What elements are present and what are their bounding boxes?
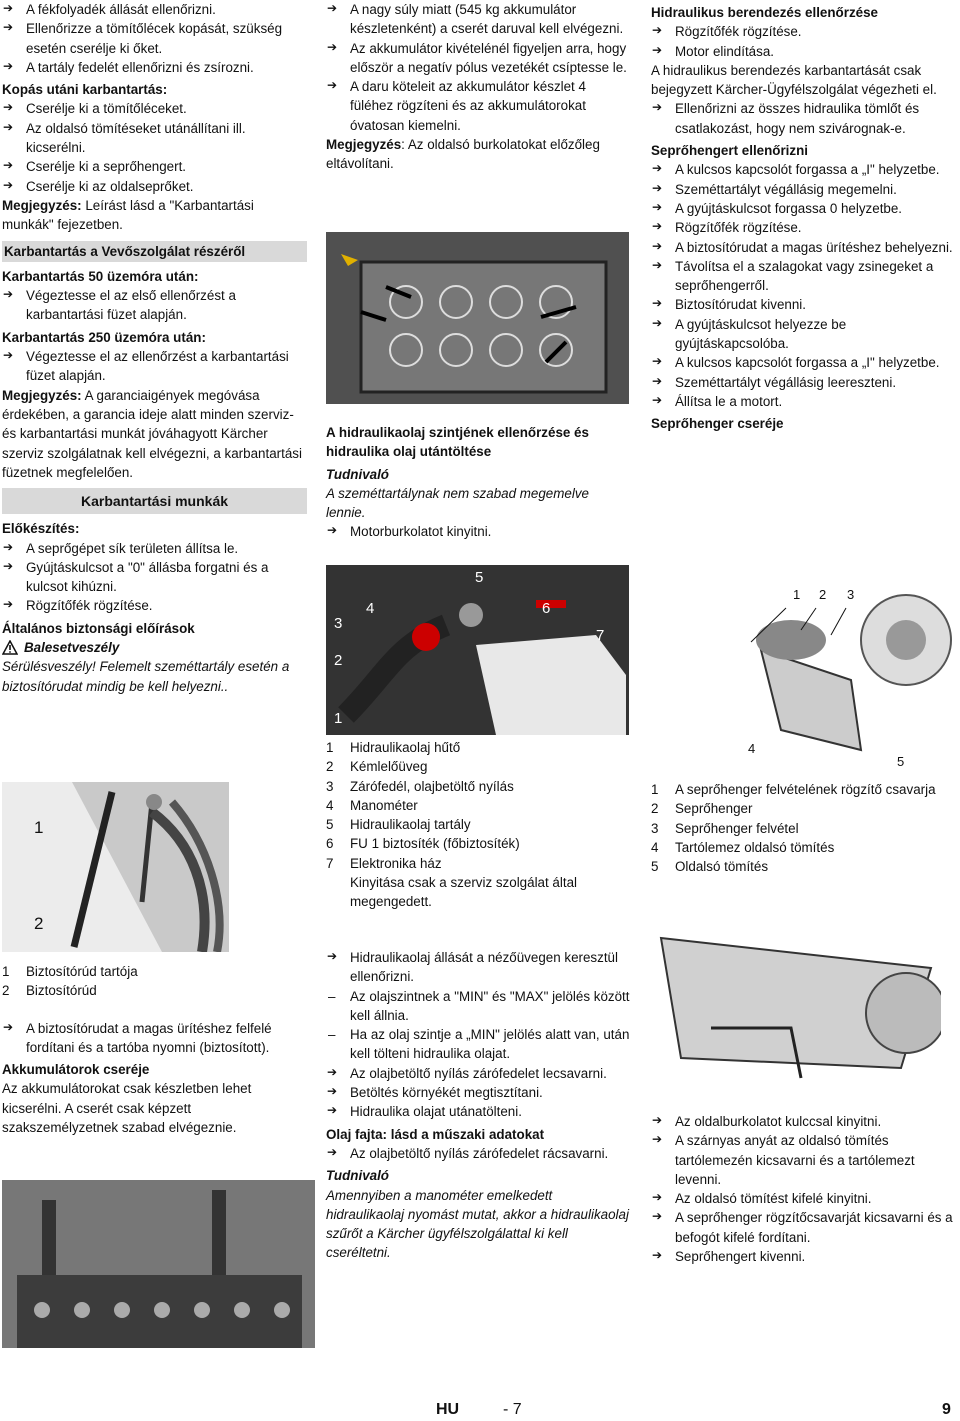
legend-number: 1 [326,740,334,755]
legend-item [326,757,630,776]
col1-lower [2,962,307,1137]
legend-item [651,857,956,876]
note-text: Leírást lásd a "Karbantartási munkák" fejezetben. [2,197,254,233]
warning [2,638,307,657]
col2-mid [326,420,630,542]
instruction-step: ➔ Rögzítőfék rögzítése. [2,596,307,615]
notice-label: Tudnivaló [326,466,389,482]
instruction-step: ➔ Az oldalburkolatot kulccsal kinyitni. [651,1112,956,1131]
instruction-step: ➔ Rögzítőfék rögzítése. [651,22,956,41]
legend-text: Elektronika ház [350,855,442,871]
section-heading: Karbantartási munkák [2,488,307,514]
subheading: Seprőhengert ellenőrizni [651,143,808,159]
legend-text: Hidraulikaolaj hűtő [350,740,461,755]
col3-text-low [651,1112,956,1266]
instruction-step: ➔ Seprőhengert kivenni. [651,1247,956,1266]
legend-number: 2 [326,759,334,775]
subheading: Előkészítés: [2,521,80,537]
instruction-step: ➔ A nagy súly miatt (545 kg akkumulátor készletenként) a cserét daruval kell elvégezni. [326,0,630,39]
legend-text: Zárófedél, olajbetöltő nyílás [350,778,514,794]
instruction-step: ➔ Betöltés környékét megtisztítani. [326,1083,630,1102]
safety-bar-photo [2,782,229,952]
notice-text: Sérülésveszély! Felemelt szeméttartály esetén a biztosítórudat mindig be kell helyezni.. [2,659,290,694]
instruction-step: ➔ A biztosítórudat a magas ürítéshez behelyezni. [651,238,956,257]
col2-text-low [326,948,630,1263]
figure1-label-1: 1 [34,818,44,837]
instruction-step: ➔ Motor elindítása. [651,42,956,61]
hydraulic-tank-photo [326,565,629,735]
legend-item [326,738,630,757]
battery-compartment-photo [326,232,629,404]
subheading: Karbantartás 250 üzemóra után: [2,329,206,345]
battery-compartment-illustration [326,232,629,404]
instruction-step: ➔ Rögzítőfék rögzítése. [651,218,956,237]
figure3-label-2: 2 [334,652,343,669]
instruction-step: ➔ A seprőgépet sík területen állítsa le. [2,539,307,558]
legend-text: Tartólemez oldalsó tömítés [675,839,835,855]
figure3-label-7: 7 [596,627,605,644]
subheading: Seprőhenger cseréje [651,416,784,432]
column-1 [2,0,307,696]
legend-number: 4 [326,797,334,813]
col3-text [651,3,956,434]
col2-text [326,0,630,174]
legend-item [326,815,630,834]
note [2,386,307,482]
legend-item [2,962,307,981]
section-heading: Karbantartás a Vevőszolgálat részéről [2,241,307,262]
hydraulic-illustration [326,565,629,735]
col2-text-mid [326,423,630,542]
instruction-step: ➔ Végeztesse el az első ellenőrzést a karbantartási füzet alapján. [2,286,307,325]
figure4-label-1: 1 [793,587,801,602]
figure3-label-1: 1 [334,710,343,727]
figure4-label-2: 2 [819,587,827,602]
instruction-step: ➔ A fékfolyadék állását ellenőrizni. [2,0,307,19]
instruction-step: ➔ A gyújtáskulcsot forgassa 0 helyzetbe. [651,199,956,218]
legend-item [651,780,956,799]
col2-bottom [326,948,630,1263]
legend-number: 4 [651,839,659,855]
col2-lower [326,738,630,912]
sweeper-roller-drawing [651,580,956,770]
note-label: Megjegyzés: [2,197,82,213]
notice-label: Tudnivaló [326,1168,389,1184]
legend-text: Biztosítórúd tartója [26,964,138,979]
legend-number: 3 [651,820,659,836]
instruction-step: ➔ Cserélje ki az oldalseprőket. [2,177,307,196]
subheading: Olaj fajta: lásd a műszaki adatokat [326,1126,545,1142]
legend-text: Biztosítórúd [26,983,97,999]
legend-text: Manométer [350,797,418,813]
subheading: Karbantartás 50 üzemóra után: [2,268,199,284]
figure1-label-2: 2 [34,914,44,933]
instruction-step: ➔ A tartály fedelét ellenőrizni és zsírozni. [2,58,307,77]
instruction-step: ➔ Ellenőrizni az összes hidraulika tömlőt és csatlakozást, hogy nem szivárognak-e. [651,99,956,138]
col1-text-lower [2,1019,307,1138]
footer-language: HU [436,1401,460,1418]
sweeper-roller-illustration [651,580,956,770]
figure3-label-3: 3 [334,615,343,632]
instruction-step: ➔ Motorburkolatot kinyitni. [326,522,630,541]
subheading: Általános biztonsági előírások [2,620,195,636]
legend-item [326,796,630,815]
legend-text: Seprőhenger felvétel [675,820,799,836]
instruction-step: ➔ Az oldalsó tömítést kifelé kinyitni. [651,1189,956,1208]
subheading: Akkumulátorok cseréje [2,1062,150,1078]
col3-mid [651,780,956,876]
legend-text: Hidraulikaolaj tartály [350,817,471,833]
battery-set-photo [2,1180,315,1348]
instruction-step: ➔ Gyújtáskulcsot a "0" állásba forgatni és a kulcsot kihúzni. [2,558,307,597]
paragraph: A hidraulikus berendezés karbantartását csak bejegyzett Kärcher-Ügyfélszolgálat végezheti el. [651,62,937,98]
side-seal-illustration [651,928,941,1093]
footer-page: - 7 [503,1401,522,1418]
legend-number [326,873,350,912]
instruction-step: ➔ Szeméttartályt végállásig megemelni. [651,180,956,199]
legend-item [326,777,630,796]
instruction-step: ➔ A kulcsos kapcsolót forgassa a „I" helyzetbe. [651,353,956,372]
subheading: Hidraulikus berendezés ellenőrzése [651,5,878,20]
figure4-legend [651,780,956,876]
instruction-step: ➔ A seprőhenger rögzítőcsavarját kicsavarni és a befogót kifelé fordítani. [651,1208,956,1247]
instruction-step: ➔ Az olajbetöltő nyílás zárófedelet rácsavarni. [326,1144,630,1163]
figure3-label-4: 4 [366,600,375,617]
notice-text: Amennyiben a manométer emelkedett hidraulikaolaj nyomást mutat, akkor a hidraulikaolaj szűrőt a Kärcher ügyfélszolgálattal ki kell cseréltetni. [326,1187,629,1261]
legend-number: 7 [326,855,334,871]
instruction-step: ➔ Távolítsa el a szalagokat vagy zsinegeket a seprőhengerről. [651,257,956,296]
figure4-label-4: 4 [748,741,756,756]
subheading: A hidraulikaolaj szintjének ellenőrzése és hidraulika olaj utántöltése [326,425,589,460]
instruction-step: ➔ Biztosítórudat kivenni. [651,295,956,314]
legend-text: Kinyitása csak a szerviz szolgálat által megengedett. [350,875,577,910]
instruction-step: ➔ Hidraulika olajat utánatölteni. [326,1102,630,1121]
legend-number: 2 [2,983,10,999]
instruction-step: ➔ Hidraulikaolaj állását a nézőüvegen keresztül ellenőrizni. [326,948,630,987]
figure3-label-5: 5 [475,569,484,586]
instruction-step: ➔ A biztosítórudat a magas ürítéshez felfelé fordítani és a tartóba nyomni (biztosított). [2,1019,307,1058]
instruction-step: ➔ A daru köteleit az akkumulátor készlet 4 füléhez rögzíteni és az akkumulátorokat óvatosan kiemelni. [326,77,630,135]
footer-page-number: 9 [942,1401,951,1418]
side-seal-drawing [651,928,941,1093]
instruction-step: ➔ A kulcsos kapcsolót forgassa a „I" helyzetbe. [651,160,956,179]
instruction-step: ➔ Az olajbetöltő nyílás zárófedelet lecsavarni. [326,1064,630,1083]
col3-bottom [651,1112,956,1266]
legend-item [326,854,630,873]
instruction-step: ➔ Cserélje ki a tömítőléceket. [2,99,307,118]
legend-item [651,799,956,818]
figure3-legend [326,738,630,912]
legend-item [326,834,630,853]
instruction-step: ➔ Végeztesse el az ellenőrzést a karbantartási füzet alapján. [2,347,307,386]
instruction-step: ➔ Ellenőrizze a tömítőlécek kopását, szükség esetén cserélje ki őket. [2,19,307,58]
legend-text: Seprőhenger [675,801,753,817]
instruction-step: ➔ Az akkumulátor kivételénél figyeljen arra, hogy először a negatív pólus vezetékét csíptesse le. [326,39,630,78]
figure3-label-6: 6 [542,600,551,617]
col1-text [2,0,307,696]
legend-number: 1 [651,782,659,797]
legend-text: Oldalsó tömítés [675,859,769,875]
legend-text: A seprőhenger felvételének rögzítő csavarja [675,782,936,797]
legend-number: 1 [2,964,10,979]
legend-number: 3 [326,778,334,794]
legend-number: 6 [326,836,334,852]
note-label: Megjegyzés: [2,387,82,403]
instruction-step: ➔ A gyújtáskulcsot helyezze be gyújtáskapcsolóba. [651,315,956,354]
figure4-label-3: 3 [847,587,855,602]
notice-text: A szeméttartálynak nem szabad megemelve lennie. [326,485,589,521]
warning-label: Balesetveszély [24,640,120,656]
legend-item [326,873,630,912]
column-2 [326,0,630,174]
legend-text: FU 1 biztosíték (főbiztosíték) [350,836,520,852]
sub-step: – Ha az olaj szintje a „MIN" jelölés alatt van, után kell tölteni hidraulika olajat. [326,1025,630,1064]
note-label: Megjegyzés [326,137,402,153]
battery-illustration [2,1180,315,1348]
legend-number: 2 [651,801,659,817]
figure1-legend [2,962,307,1001]
note [326,135,630,174]
sub-step: – Az olajszintnek a "MIN" és "MAX" jelölés között kell állnia. [326,987,630,1026]
note-text: : Az oldalsó burkolatokat előzőleg eltávolítani. [326,137,600,172]
note [2,196,307,235]
legend-number: 5 [651,859,659,875]
instruction-step: ➔ A szárnyas anyát az oldalsó tömítés tartólemezén kicsavarni és a tartólemezt levenni. [651,1131,956,1189]
legend-item [651,838,956,857]
column-3 [651,0,956,434]
note-text: A garanciaigények megóvása érdekében, a garancia ideje alatt minden szerviz- és karbantartási munkát jóváhagyott Kärcher szerviz szolgálatnak kell elvégezni, a karbantartási füzetnek megfelelően. [2,387,302,480]
instruction-step: ➔ Állítsa le a motort. [651,392,956,411]
instruction-step: ➔ Szeméttartályt végállásig leereszteni. [651,373,956,392]
legend-item [651,819,956,838]
legend-number: 5 [326,817,334,833]
warning-triangle-icon [2,640,18,655]
instruction-step: ➔ Cserélje ki a seprőhengert. [2,157,307,176]
legend-text: Kémlelőüveg [350,759,428,775]
subheading: Kopás utáni karbantartás: [2,82,168,98]
legend-item [2,981,307,1000]
figure4-label-5: 5 [897,754,905,769]
paragraph: Az akkumulátorokat csak készletben lehet kicserélni. A cserét csak képzett szakszemélyzetnek szabad elvégeznie. [2,1081,252,1136]
instruction-step: ➔ Az oldalsó tömítéseket utánállítani ill. kicserélni. [2,119,307,158]
